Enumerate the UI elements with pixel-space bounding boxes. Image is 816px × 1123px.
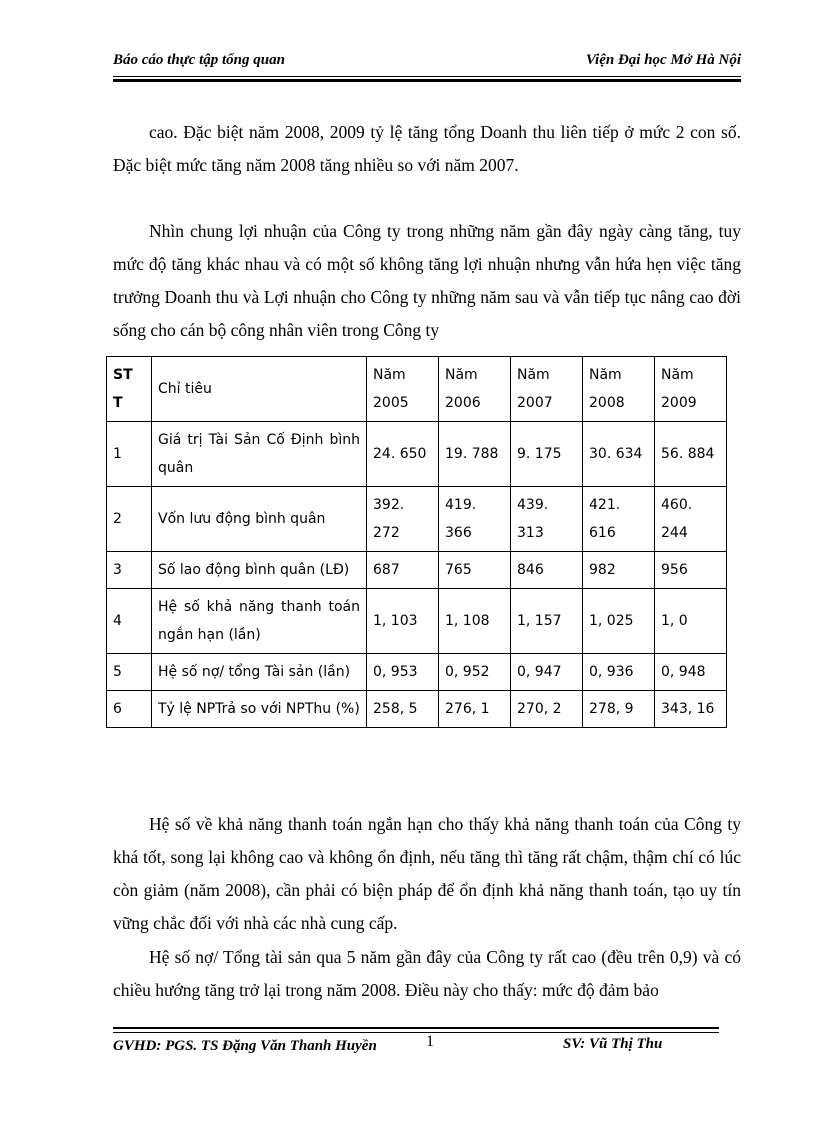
row-value-2007: 9. 175	[511, 422, 583, 487]
row-value-2009: 343, 16	[655, 691, 727, 728]
footer-rule-thin	[113, 1032, 719, 1033]
row-value-2007: 0, 947	[511, 654, 583, 691]
footer-supervisor: GVHD: PGS. TS Đặng Văn Thanh Huyền	[113, 1038, 377, 1054]
row-value-2005: 24. 650	[367, 422, 439, 487]
row-value-2006: 1, 108	[439, 589, 511, 654]
table-header-row	[107, 357, 727, 422]
row-value-2009: 56. 884	[655, 422, 727, 487]
header-cell-2008: Năm 2008	[583, 357, 655, 422]
header-rule-thick	[113, 79, 741, 82]
paragraph-4: Hệ số nợ/ Tổng tài sản qua 5 năm gần đây của Công ty rất cao (đều trên 0,9) và có chiều hướng tăng trở lại trong năm 2008. Điều này cho thấy: mức độ đảm bảo	[113, 947, 741, 1000]
row-value-2008: 982	[583, 552, 655, 589]
table-row	[107, 422, 727, 487]
row-value-2009: 0, 948	[655, 654, 727, 691]
header-institution: Viện Đại học Mở Hà Nội	[585, 52, 741, 68]
table-row	[107, 589, 727, 654]
row-value-2008: 1, 025	[583, 589, 655, 654]
header-cell-indicator: Chỉ tiêu	[152, 357, 367, 422]
footer-rule-thick	[113, 1027, 719, 1029]
row-indicator: Hệ số nợ/ tổng Tài sản (lần)	[152, 654, 367, 691]
row-indicator: Vốn lưu động bình quân	[152, 487, 367, 552]
row-number: 6	[107, 691, 152, 728]
row-value-2005: 687	[367, 552, 439, 589]
row-indicator: Giá trị Tài Sản Cố Định bình quân	[152, 422, 367, 487]
row-value-2008: 278, 9	[583, 691, 655, 728]
row-indicator: Tỷ lệ NPTrả so với NPThu (%)	[152, 691, 367, 728]
row-value-2009: 1, 0	[655, 589, 727, 654]
footer-student: SV: Vũ Thị Thu	[563, 1036, 663, 1052]
indicator-table	[106, 356, 727, 728]
table-row	[107, 552, 727, 589]
row-value-2006: 765	[439, 552, 511, 589]
row-value-2006: 419. 366	[439, 487, 511, 552]
row-value-2007: 1, 157	[511, 589, 583, 654]
row-value-2007: 846	[511, 552, 583, 589]
row-value-2006: 0, 952	[439, 654, 511, 691]
row-indicator: Hệ số khả năng thanh toán ngắn hạn (lần)	[152, 589, 367, 654]
paragraph-3: Hệ số về khả năng thanh toán ngắn hạn cho thấy khả năng thanh toán của Công ty khá tốt, song lại không cao và không ổn định, nếu tăng thì tăng rất chậm, thậm chí có lúc còn giảm (năm 2008), cần phải có biện pháp để ổn định khả năng thanh toán, tạo uy tín vững chắc đối với nhà các nhà cung cấp.	[113, 814, 741, 933]
header-report-title: Báo cáo thực tập tổng quan	[113, 52, 285, 68]
row-indicator: Số lao động bình quân (LĐ)	[152, 552, 367, 589]
row-value-2005: 258, 5	[367, 691, 439, 728]
row-value-2007: 439. 313	[511, 487, 583, 552]
row-number: 3	[107, 552, 152, 589]
header-cell-2006: Năm 2006	[439, 357, 511, 422]
table-row	[107, 487, 727, 552]
row-value-2008: 421. 616	[583, 487, 655, 552]
row-value-2006: 19. 788	[439, 422, 511, 487]
row-value-2008: 30. 634	[583, 422, 655, 487]
page-header	[113, 52, 741, 76]
header-cell-2009: Năm 2009	[655, 357, 727, 422]
header-cell-stt: ST T	[107, 357, 152, 422]
table-row	[107, 654, 727, 691]
row-number: 2	[107, 487, 152, 552]
header-cell-2005: Năm 2005	[367, 357, 439, 422]
row-value-2006: 276, 1	[439, 691, 511, 728]
row-value-2009: 956	[655, 552, 727, 589]
row-number: 5	[107, 654, 152, 691]
row-value-2005: 392. 272	[367, 487, 439, 552]
row-value-2008: 0, 936	[583, 654, 655, 691]
header-cell-2007: Năm 2007	[511, 357, 583, 422]
row-number: 4	[107, 589, 152, 654]
row-number: 1	[107, 422, 152, 487]
row-value-2007: 270, 2	[511, 691, 583, 728]
row-value-2009: 460. 244	[655, 487, 727, 552]
paragraph-1: cao. Đặc biệt năm 2008, 2009 tỷ lệ tăng tổng Doanh thu liên tiếp ở mức 2 con số. Đặc biệt mức tăng năm 2008 tăng nhiều so với năm 2007.	[113, 122, 741, 175]
header-rule-thin	[113, 76, 741, 77]
row-value-2005: 1, 103	[367, 589, 439, 654]
paragraph-2: Nhìn chung lợi nhuận của Công ty trong những năm gần đây ngày càng tăng, tuy mức độ tăng khác nhau và có một số không tăng lợi nhuận nhưng vẫn hứa hẹn việc tăng trưởng Doanh thu và Lợi nhuận cho Công ty những năm sau và vẫn tiếp tục nâng cao đời sống cho cán bộ công nhân viên trong Công ty	[113, 221, 741, 340]
page-number: 1	[426, 1033, 434, 1050]
table-row	[107, 691, 727, 728]
row-value-2005: 0, 953	[367, 654, 439, 691]
